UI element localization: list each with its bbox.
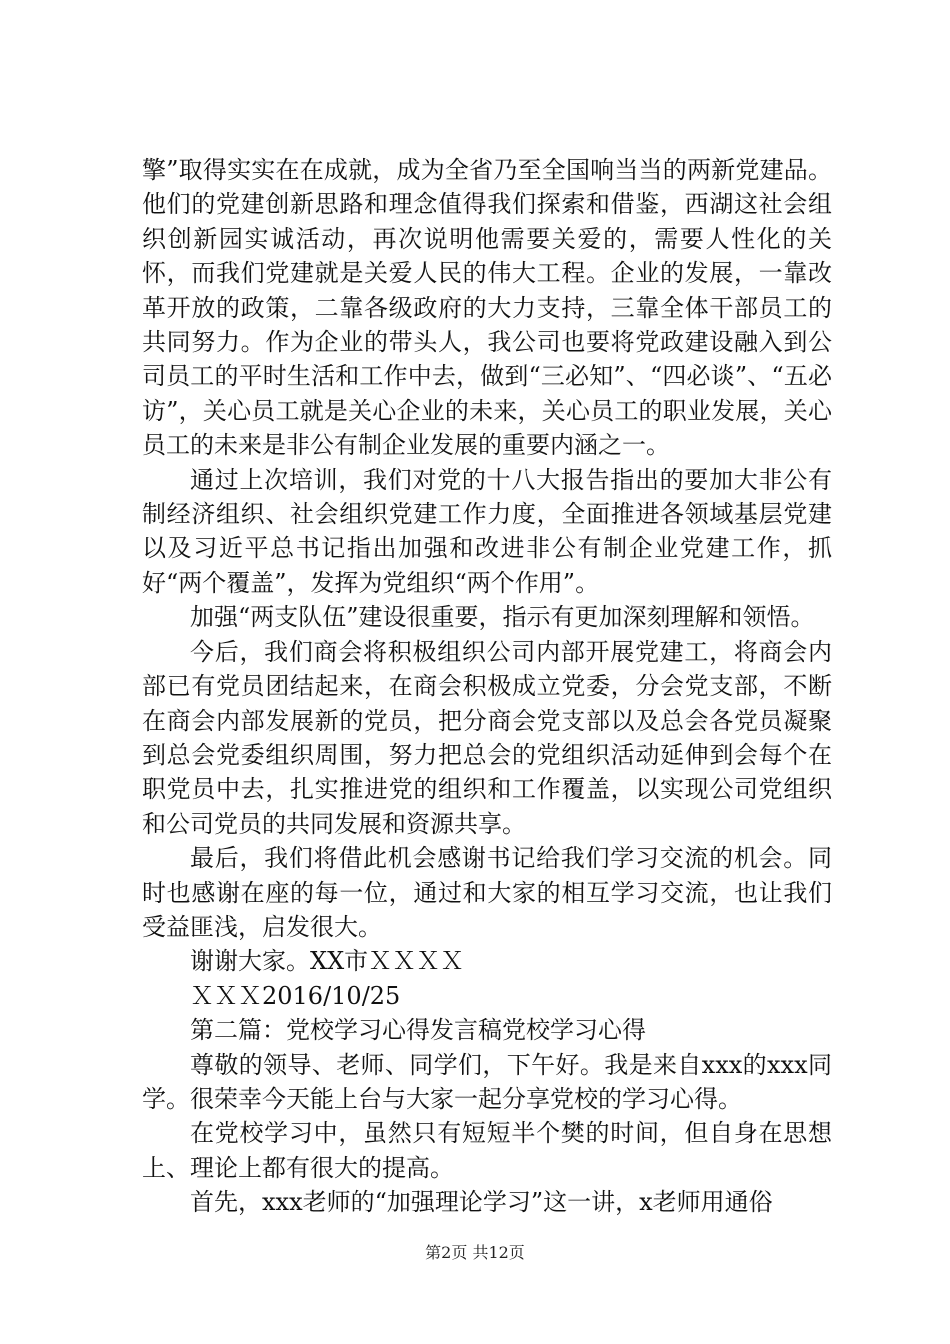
section-heading-part-two: 第二篇：党校学习心得发言稿党校学习心得	[190, 1016, 646, 1045]
paragraph-first-lecture: 首先，xxx老师的“加强理论学习”这一讲，x老师用通俗	[190, 1188, 773, 1217]
paragraph-greeting: 尊敬的领导、老师、同学们，下午好。我是来自xxx的xxx同学。很荣幸今天能上台与大家一起分享党校的学习心得。	[142, 1050, 832, 1113]
paragraph-future-plans: 今后，我们商会将积极组织公司内部开展党建工，将商会内部已有党员团结起来，在商会积极成立党委，分会党支部，不断在商会内部发展新的党员，把分商会党支部以及总会各党员凝聚到总会党委组织周围，努力把总会的党组织活动延伸到会每个在职党员中去，扎实推进党的组织和工作覆盖，以实现公司党组织和公司党员的共同发展和资源共享。	[142, 637, 832, 838]
paragraph-closing-thanks: 谢谢大家。XX市ＸＸＸＸ	[190, 947, 465, 976]
paragraph-two-teams: 加强“两支队伍”建设很重要，指示有更加深刻理解和领悟。	[190, 603, 815, 632]
page-footer: 第2页 共12页	[425, 1243, 525, 1262]
paragraph-study-progress: 在党校学习中，虽然只有短短半个樊的时间，但自身在思想上、理论上都有很大的提高。	[142, 1119, 832, 1182]
paragraph-training: 通过上次培训，我们对党的十八大报告指出的要加大非公有制经济组织、社会组织党建工作力度，全面推进各领域基层党建以及习近平总书记指出加强和改进非公有制企业党建工作，抓好“两个覆盖”，发挥为党组织“两个作用”。	[142, 465, 832, 597]
paragraph-signature-date: ＸＸＸ2016/10/25	[190, 981, 401, 1010]
paragraph-thanks-opportunity: 最后，我们将借此机会感谢书记给我们学习交流的机会。同时也感谢在座的每一位，通过和大家的相互学习交流，也让我们受益匪浅，启发很大。	[142, 844, 832, 941]
document-body	[142, 153, 832, 1220]
paragraph-continuation: 擎”取得实实在在成就，成为全省乃至全国响当当的两新党建品。他们的党建创新思路和理念值得我们探索和借鉴，西湖这社会组织创新园实诚活动，再次说明他需要关爱的，需要人性化的关怀，而我们党建就是关爱人民的伟大工程。企业的发展，一靠改革开放的政策，二靠各级政府的大力支持，三靠全体干部员工的共同努力。作为企业的带头人，我公司也要将党政建设融入到公司员工的平时生活和工作中去，做到“三必知”、“四必谈”、“五必访”，关心员工就是关心企业的未来，关心员工的职业发展，关心员工的未来是非公有制企业发展的重要内涵之一。	[142, 156, 832, 460]
